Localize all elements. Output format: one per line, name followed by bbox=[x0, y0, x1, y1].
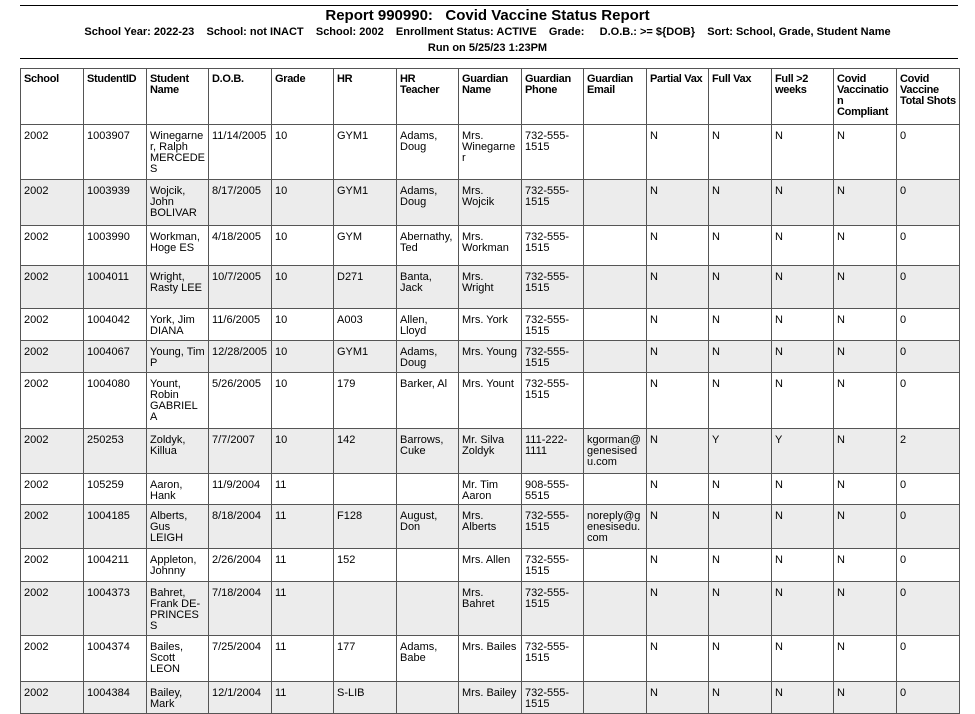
column-header: Covid Vaccination Compliant bbox=[834, 69, 897, 125]
table-cell: 2002 bbox=[21, 505, 84, 549]
header-rule-top bbox=[20, 5, 958, 6]
table-cell: Appleton, Johnny bbox=[147, 549, 209, 582]
table-cell: 1004042 bbox=[84, 309, 147, 341]
column-header: HR Teacher bbox=[397, 69, 459, 125]
table-cell: 0 bbox=[897, 309, 960, 341]
table-cell: Wojcik, John BOLIVAR bbox=[147, 180, 209, 226]
table-cell bbox=[584, 682, 647, 714]
table-cell: noreply@genesisedu.com bbox=[584, 505, 647, 549]
table-row bbox=[21, 549, 960, 582]
table-cell: 0 bbox=[897, 474, 960, 505]
table-cell: Mrs. Bahret bbox=[459, 582, 522, 636]
table-cell: S-LIB bbox=[334, 682, 397, 714]
table-cell: 2002 bbox=[21, 226, 84, 266]
table-cell: 732-555-1515 bbox=[522, 636, 584, 682]
table-cell: Mrs. Wright bbox=[459, 266, 522, 309]
table-cell: 11 bbox=[272, 636, 334, 682]
table-cell: N bbox=[647, 474, 709, 505]
table-cell: N bbox=[647, 682, 709, 714]
table-cell bbox=[584, 636, 647, 682]
table-cell: N bbox=[709, 582, 772, 636]
table-cell: N bbox=[772, 341, 834, 373]
table-cell: 2002 bbox=[21, 474, 84, 505]
table-cell: N bbox=[772, 582, 834, 636]
table-cell bbox=[584, 226, 647, 266]
table-cell: 250253 bbox=[84, 429, 147, 474]
table-cell: Mrs. Allen bbox=[459, 549, 522, 582]
report-criteria: School Year: 2022-23 School: not INACT School: 2002 Enrollment Status: ACTIVE Grade: D.O.B.: >= ${DOB} Sort: School, Grade, Student Name bbox=[84, 26, 891, 38]
table-cell: 0 bbox=[897, 341, 960, 373]
column-header: Full >2 weeks bbox=[772, 69, 834, 125]
table-cell: N bbox=[709, 474, 772, 505]
table-cell: N bbox=[709, 682, 772, 714]
table-cell: 10 bbox=[272, 180, 334, 226]
table-cell: 732-555-1515 bbox=[522, 226, 584, 266]
table-cell: 2002 bbox=[21, 429, 84, 474]
table-row bbox=[21, 582, 960, 636]
table-cell: Adams, Doug bbox=[397, 180, 459, 226]
table-cell: 2002 bbox=[21, 549, 84, 582]
table-cell bbox=[584, 341, 647, 373]
table-cell: York, Jim DIANA bbox=[147, 309, 209, 341]
table-cell: Y bbox=[709, 429, 772, 474]
table-cell: N bbox=[834, 505, 897, 549]
table-cell: Abernathy, Ted bbox=[397, 226, 459, 266]
table-row bbox=[21, 125, 960, 180]
table-cell: 11/6/2005 bbox=[209, 309, 272, 341]
table-cell: 10 bbox=[272, 266, 334, 309]
table-cell: Y bbox=[772, 429, 834, 474]
table-cell: 11/9/2004 bbox=[209, 474, 272, 505]
table-cell: 2002 bbox=[21, 682, 84, 714]
table-cell: Bahret, Frank DE-PRINCESS bbox=[147, 582, 209, 636]
report-title: Report 990990: Covid Vaccine Status Report bbox=[325, 7, 650, 24]
table-cell: 10 bbox=[272, 373, 334, 429]
table-cell: 732-555-1515 bbox=[522, 682, 584, 714]
table-cell: N bbox=[709, 266, 772, 309]
table-cell: Mrs. Workman bbox=[459, 226, 522, 266]
table-cell: 10 bbox=[272, 309, 334, 341]
table-cell: N bbox=[834, 636, 897, 682]
table-cell: N bbox=[709, 226, 772, 266]
table-cell: 2002 bbox=[21, 373, 84, 429]
table-cell: Alberts, Gus LEIGH bbox=[147, 505, 209, 549]
table-row bbox=[21, 180, 960, 226]
table-row bbox=[21, 505, 960, 549]
column-header: Grade bbox=[272, 69, 334, 125]
column-header: Guardian Phone bbox=[522, 69, 584, 125]
table-cell: 7/25/2004 bbox=[209, 636, 272, 682]
table-row bbox=[21, 429, 960, 474]
table-cell: N bbox=[834, 341, 897, 373]
table-cell: 4/18/2005 bbox=[209, 226, 272, 266]
table-cell: N bbox=[772, 125, 834, 180]
table-cell: 2/26/2004 bbox=[209, 549, 272, 582]
table-cell: 732-555-1515 bbox=[522, 266, 584, 309]
table-cell: 11 bbox=[272, 549, 334, 582]
table-cell: Banta, Jack bbox=[397, 266, 459, 309]
table-cell: N bbox=[834, 266, 897, 309]
table-cell: 1004374 bbox=[84, 636, 147, 682]
table-cell: N bbox=[834, 429, 897, 474]
table-cell: 2002 bbox=[21, 636, 84, 682]
table-cell bbox=[397, 682, 459, 714]
table-cell bbox=[584, 180, 647, 226]
table-row bbox=[21, 266, 960, 309]
table-cell: kgorman@genesisedu.com bbox=[584, 429, 647, 474]
table-cell: Barrows, Cuke bbox=[397, 429, 459, 474]
table-cell: 5/26/2005 bbox=[209, 373, 272, 429]
table-cell: D271 bbox=[334, 266, 397, 309]
table-cell: 2 bbox=[897, 429, 960, 474]
table-cell: 2002 bbox=[21, 125, 84, 180]
table-cell: 11 bbox=[272, 474, 334, 505]
table-cell: 0 bbox=[897, 682, 960, 714]
table-cell: N bbox=[647, 125, 709, 180]
table-cell bbox=[584, 266, 647, 309]
table-row bbox=[21, 226, 960, 266]
table-row bbox=[21, 636, 960, 682]
column-header: HR bbox=[334, 69, 397, 125]
table-cell bbox=[397, 582, 459, 636]
table-cell: 0 bbox=[897, 125, 960, 180]
table-cell: 732-555-1515 bbox=[522, 125, 584, 180]
table-row bbox=[21, 341, 960, 373]
table-cell: 10 bbox=[272, 429, 334, 474]
table-cell: N bbox=[709, 505, 772, 549]
table-cell: N bbox=[647, 429, 709, 474]
column-header: Student Name bbox=[147, 69, 209, 125]
table-cell: Adams, Doug bbox=[397, 125, 459, 180]
table-cell: Mrs. Young bbox=[459, 341, 522, 373]
table-cell: 11 bbox=[272, 682, 334, 714]
table-cell: 12/1/2004 bbox=[209, 682, 272, 714]
table-cell: N bbox=[834, 474, 897, 505]
table-cell: N bbox=[647, 549, 709, 582]
table-cell: 2002 bbox=[21, 582, 84, 636]
table-cell: 8/18/2004 bbox=[209, 505, 272, 549]
table-cell: 0 bbox=[897, 582, 960, 636]
table-cell bbox=[334, 582, 397, 636]
table-cell: N bbox=[647, 505, 709, 549]
table-cell: N bbox=[834, 549, 897, 582]
table-cell: N bbox=[647, 636, 709, 682]
table-cell: 2002 bbox=[21, 341, 84, 373]
table-cell: Mrs. York bbox=[459, 309, 522, 341]
table-cell: N bbox=[647, 309, 709, 341]
table-cell: Yount, Robin GABRIELA bbox=[147, 373, 209, 429]
table-cell: 111-222-1111 bbox=[522, 429, 584, 474]
table-cell: A003 bbox=[334, 309, 397, 341]
table-cell: N bbox=[647, 582, 709, 636]
table-cell: 732-555-1515 bbox=[522, 505, 584, 549]
table-cell bbox=[584, 549, 647, 582]
table-cell: 1003939 bbox=[84, 180, 147, 226]
table-cell: 105259 bbox=[84, 474, 147, 505]
table-cell: 1004373 bbox=[84, 582, 147, 636]
table-cell: N bbox=[709, 636, 772, 682]
table-cell: N bbox=[772, 266, 834, 309]
table-cell: N bbox=[834, 682, 897, 714]
table-cell: F128 bbox=[334, 505, 397, 549]
table-cell: 732-555-1515 bbox=[522, 549, 584, 582]
table-row bbox=[21, 309, 960, 341]
report-run-date: Run on 5/25/23 1:23PM bbox=[427, 42, 548, 54]
table-cell: N bbox=[834, 582, 897, 636]
table-cell: N bbox=[709, 309, 772, 341]
table-cell: N bbox=[709, 549, 772, 582]
table-cell: 7/18/2004 bbox=[209, 582, 272, 636]
table-cell: N bbox=[772, 309, 834, 341]
table-cell: Winegarner, Ralph MERCEDES bbox=[147, 125, 209, 180]
table-cell: Mr. Tim Aaron bbox=[459, 474, 522, 505]
table-cell: N bbox=[772, 549, 834, 582]
table-cell: N bbox=[647, 341, 709, 373]
table-cell: 1004011 bbox=[84, 266, 147, 309]
table-cell: Adams, Babe bbox=[397, 636, 459, 682]
table-cell: Mrs. Alberts bbox=[459, 505, 522, 549]
table-cell: Allen, Lloyd bbox=[397, 309, 459, 341]
table-cell: 1004080 bbox=[84, 373, 147, 429]
table-cell: N bbox=[647, 266, 709, 309]
table-cell: N bbox=[709, 341, 772, 373]
table-cell: 2002 bbox=[21, 309, 84, 341]
table-cell: 0 bbox=[897, 505, 960, 549]
table-cell: 0 bbox=[897, 373, 960, 429]
table-row bbox=[21, 474, 960, 505]
table-cell: 908-555-5515 bbox=[522, 474, 584, 505]
table-cell: GYM bbox=[334, 226, 397, 266]
column-header: Full Vax bbox=[709, 69, 772, 125]
table-cell: 1003990 bbox=[84, 226, 147, 266]
table-cell: 10/7/2005 bbox=[209, 266, 272, 309]
table-cell bbox=[584, 582, 647, 636]
table-cell: Wright, Rasty LEE bbox=[147, 266, 209, 309]
column-header: StudentID bbox=[84, 69, 147, 125]
table-cell: 732-555-1515 bbox=[522, 582, 584, 636]
table-cell: 0 bbox=[897, 180, 960, 226]
table-cell: Bailes, Scott LEON bbox=[147, 636, 209, 682]
table-cell: Mr. Silva Zoldyk bbox=[459, 429, 522, 474]
table-row bbox=[21, 682, 960, 714]
table-cell: N bbox=[709, 180, 772, 226]
column-header: D.O.B. bbox=[209, 69, 272, 125]
table-cell: 732-555-1515 bbox=[522, 341, 584, 373]
table-cell: 11/14/2005 bbox=[209, 125, 272, 180]
table-cell: Mrs. Winegarner bbox=[459, 125, 522, 180]
table-cell: 152 bbox=[334, 549, 397, 582]
column-header: Covid Vaccine Total Shots bbox=[897, 69, 960, 125]
table-cell: 732-555-1515 bbox=[522, 309, 584, 341]
table-cell: N bbox=[834, 180, 897, 226]
table-cell bbox=[397, 549, 459, 582]
table-cell: N bbox=[834, 373, 897, 429]
table-cell: 0 bbox=[897, 636, 960, 682]
table-cell: 177 bbox=[334, 636, 397, 682]
table-body bbox=[21, 125, 960, 714]
table-cell: 732-555-1515 bbox=[522, 373, 584, 429]
table-cell: 11 bbox=[272, 582, 334, 636]
table-cell: Mrs. Bailes bbox=[459, 636, 522, 682]
table-cell: N bbox=[772, 636, 834, 682]
table-cell bbox=[584, 373, 647, 429]
table-cell: N bbox=[772, 180, 834, 226]
table-cell: Zoldyk, Killua bbox=[147, 429, 209, 474]
table-cell: N bbox=[709, 373, 772, 429]
table-cell: N bbox=[834, 309, 897, 341]
table-cell: 8/17/2005 bbox=[209, 180, 272, 226]
table-cell: Bailey, Mark bbox=[147, 682, 209, 714]
table-cell: N bbox=[772, 682, 834, 714]
table-cell: N bbox=[647, 373, 709, 429]
table-cell: 1004067 bbox=[84, 341, 147, 373]
table-cell: N bbox=[834, 125, 897, 180]
column-header: Guardian Email bbox=[584, 69, 647, 125]
table-cell: Aaron, Hank bbox=[147, 474, 209, 505]
table-cell: 1004384 bbox=[84, 682, 147, 714]
table-cell: 2002 bbox=[21, 180, 84, 226]
table-cell bbox=[584, 125, 647, 180]
table-cell: N bbox=[709, 125, 772, 180]
table-cell: 732-555-1515 bbox=[522, 180, 584, 226]
table-cell: 0 bbox=[897, 226, 960, 266]
table-cell: August, Don bbox=[397, 505, 459, 549]
table-cell: Workman, Hoge ES bbox=[147, 226, 209, 266]
table-cell: 1004185 bbox=[84, 505, 147, 549]
table-cell: 10 bbox=[272, 341, 334, 373]
table-cell bbox=[397, 474, 459, 505]
table-cell: N bbox=[772, 373, 834, 429]
table-cell: Mrs. Yount bbox=[459, 373, 522, 429]
table-cell: 0 bbox=[897, 549, 960, 582]
table-cell: 2002 bbox=[21, 266, 84, 309]
table-header-row bbox=[21, 69, 960, 125]
table-cell: 0 bbox=[897, 266, 960, 309]
table-cell: GYM1 bbox=[334, 125, 397, 180]
table-cell: Mrs. Bailey bbox=[459, 682, 522, 714]
table-cell: 11 bbox=[272, 505, 334, 549]
table-cell: N bbox=[772, 226, 834, 266]
table-cell: Mrs. Wojcik bbox=[459, 180, 522, 226]
table-cell: N bbox=[647, 226, 709, 266]
table-cell: N bbox=[772, 474, 834, 505]
table-cell: 10 bbox=[272, 125, 334, 180]
column-header: School bbox=[21, 69, 84, 125]
table-cell: Barker, Al bbox=[397, 373, 459, 429]
table-cell: 142 bbox=[334, 429, 397, 474]
table-cell: N bbox=[834, 226, 897, 266]
column-header: Guardian Name bbox=[459, 69, 522, 125]
table-cell: N bbox=[772, 505, 834, 549]
table-cell bbox=[584, 309, 647, 341]
vaccine-status-table bbox=[20, 68, 960, 714]
table-cell: 1003907 bbox=[84, 125, 147, 180]
table-cell: 1004211 bbox=[84, 549, 147, 582]
table-cell: GYM1 bbox=[334, 341, 397, 373]
table-cell: 10 bbox=[272, 226, 334, 266]
table-cell bbox=[334, 474, 397, 505]
table-cell: 7/7/2007 bbox=[209, 429, 272, 474]
table-cell: Adams, Doug bbox=[397, 341, 459, 373]
table-row bbox=[21, 373, 960, 429]
column-header: Partial Vax bbox=[647, 69, 709, 125]
table-cell: GYM1 bbox=[334, 180, 397, 226]
table-cell: Young, Tim P bbox=[147, 341, 209, 373]
table-cell: 12/28/2005 bbox=[209, 341, 272, 373]
table-cell bbox=[584, 474, 647, 505]
table-cell: 179 bbox=[334, 373, 397, 429]
header-rule-bottom bbox=[20, 58, 958, 59]
table-cell: N bbox=[647, 180, 709, 226]
